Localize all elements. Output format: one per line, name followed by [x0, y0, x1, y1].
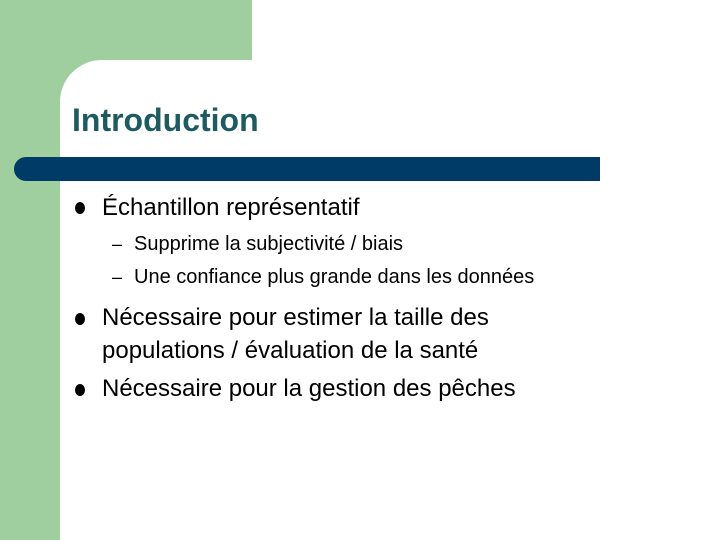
background-green-strip — [0, 0, 60, 540]
bullet-dot-icon — [75, 384, 85, 396]
slide-title: Introduction — [72, 102, 259, 138]
title-underline-bar — [14, 157, 600, 181]
bullet-2-line-2: populations / évaluation de la santé — [102, 337, 479, 364]
bullet-1-text: Échantillon représentatif — [102, 194, 360, 221]
sub-bullet-dash-icon: – — [112, 267, 123, 287]
sub-bullet-1-text: Supprime la subjectivité / biais — [134, 233, 404, 255]
bullet-3-text: Nécessaire pour la gestion des pêches — [102, 375, 516, 402]
bullet-dot-icon — [75, 202, 85, 214]
bullet-dot-icon — [75, 313, 85, 325]
bullet-2-line-1: Nécessaire pour estimer la taille des — [102, 304, 489, 331]
sub-bullet-dash-icon: – — [112, 234, 123, 254]
sub-bullet-2-text: Une confiance plus grande dans les données — [134, 266, 535, 288]
